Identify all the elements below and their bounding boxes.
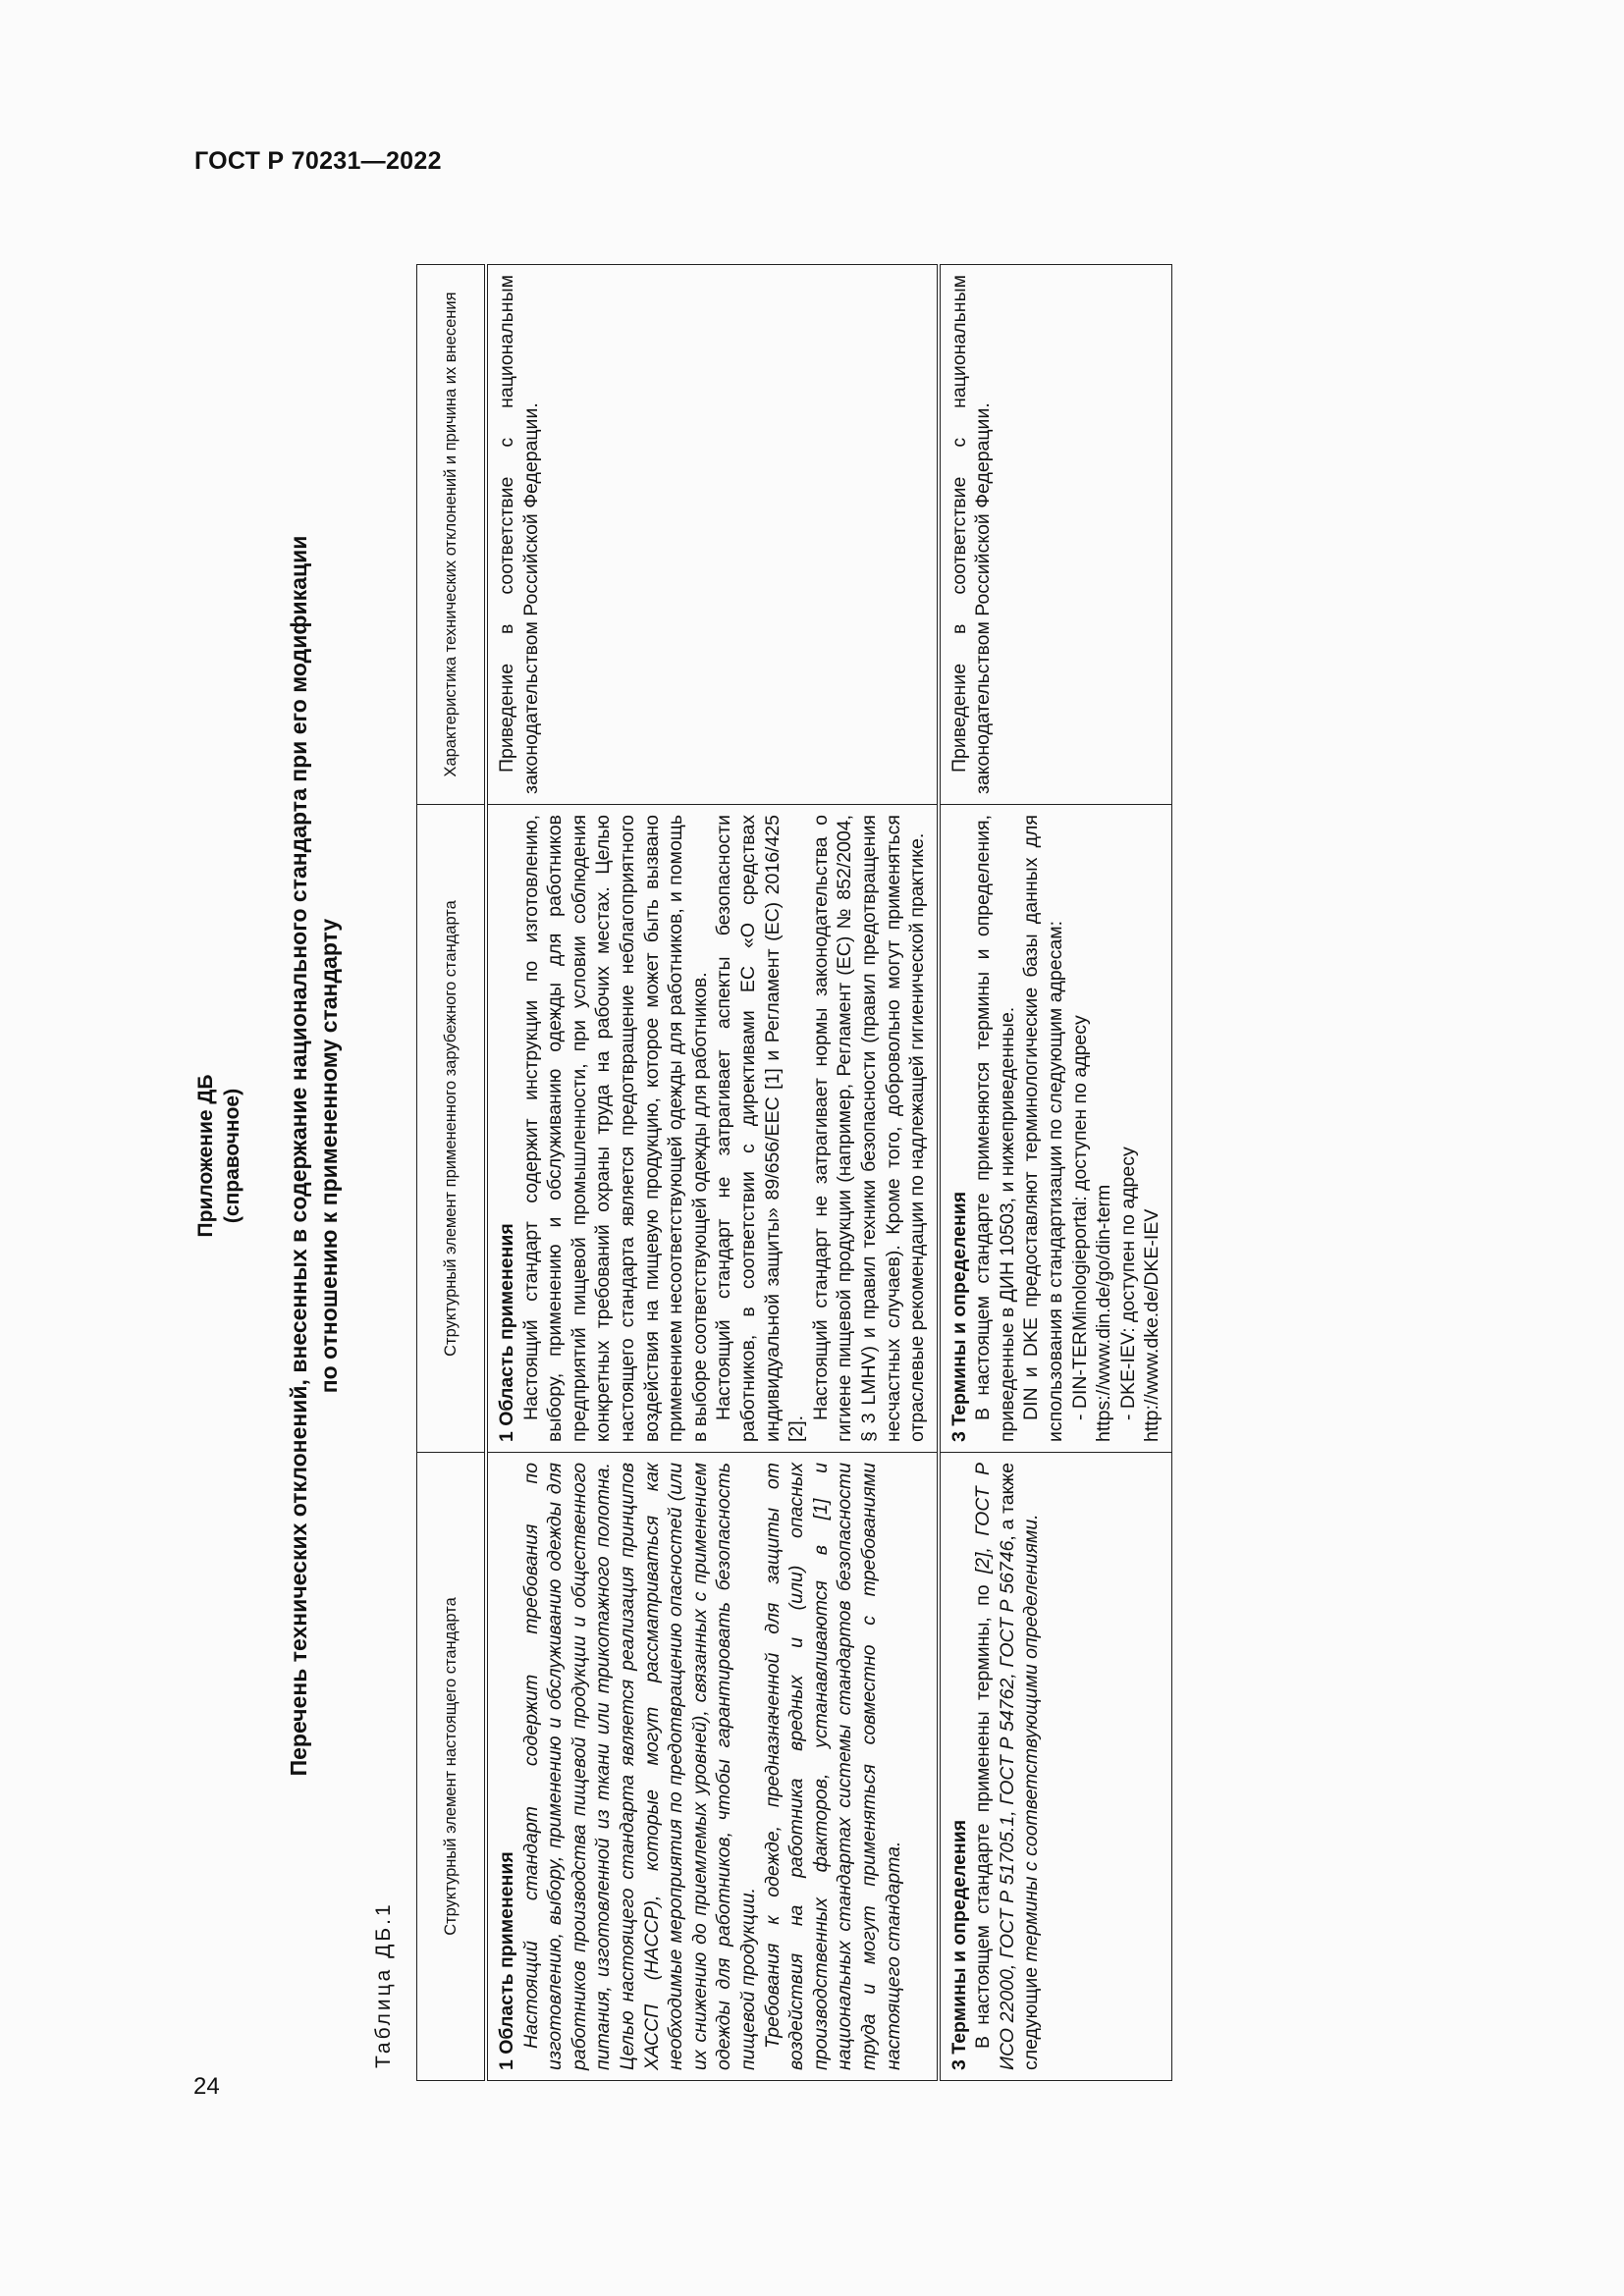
deviations-table bbox=[416, 264, 1172, 2081]
main-title-line2: по отношению к примененному стандарту bbox=[316, 918, 342, 1394]
text-run-italic: [2], ГОСТ Р ИСО 22000, ГОСТ Р 51705.1, ГОСТ Р 54762, ГОСТ Р 56746 bbox=[972, 1463, 1018, 2070]
paragraph: Настоящий стандарт содержит требования по изготовлению, выбору, применению и обслуживанию одежды для работников производства пищевой продукции и общественного питания, изготовленной из ткани или трикотажного полотна. Целью настоящего стандарта является реализация принципов ХАССП (HACCP), которые могут рассматриваться как необходимые мероприятия по предотвращению опасностей (или их снижению до приемлемых уровней), связанных с применением одежды для работников, чтобы гарантировать безопасность пищевой продукции. bbox=[519, 1463, 759, 2070]
header-col3: Характеристика технических отклонений и причина их внесения bbox=[417, 265, 487, 805]
paragraph: Настоящий стандарт не затрагивает нормы законодательства о гигиене пищевой продукции (например, Регламент (ЕС) № 852/2004, § 3 LMHV) и правил техники безопасности (правил предотвращения несчастных случаев). Кроме того, добровольно могут применяться отраслевые рекомендации по надлежащей гигиенической практике. bbox=[809, 815, 929, 1442]
appendix-subtitle: (справочное) bbox=[221, 1088, 244, 1224]
link-line: - DKE-IEV: доступен по адресу bbox=[1116, 1147, 1139, 1420]
row2-col3 bbox=[939, 265, 1172, 805]
appendix-heading bbox=[192, 226, 245, 2086]
table-row bbox=[486, 265, 939, 2081]
main-title bbox=[284, 226, 345, 2086]
paragraph: Требования к одежде, предназначенной для защиты от воздействия на работника вредных и (или) опасных производственных факторов, устанавливаются в [1] и национальных стандартах системы стандартов безопасности труда и могут применяться совместно с требованиями настоящего стандарта. bbox=[761, 1463, 904, 2070]
link-url: https://www.din.de/go/din-term bbox=[1093, 1184, 1115, 1442]
row2-col2 bbox=[939, 805, 1172, 1453]
section-heading: 1 Область применения bbox=[496, 1223, 517, 1442]
paragraph: Приведение в соответствие с национальным законодательством Российской Федерации. bbox=[496, 275, 542, 794]
main-title-line1: Перечень технических отклонений, внесенных в содержание национального стандарта при его модификации bbox=[286, 535, 311, 1777]
page-number: 24 bbox=[193, 2073, 220, 2100]
table-label: Таблица ДБ.1 bbox=[372, 1901, 395, 2068]
paragraph: DIN и DKE предоставляют терминологические базы данных для использования в стандартизации по следующим адресам: bbox=[1020, 815, 1067, 1442]
row2-col1 bbox=[939, 1453, 1172, 2081]
paragraph: Настоящий стандарт не затрагивает аспекты безопасности работников, в соответствии с директивами ЕС «О средствах индивидуальной защиты» 89/656/EEC [1] и Регламент (ЕС) 2016/425 [2]. bbox=[713, 815, 808, 1442]
link-url: http://www.dke.de/DKE-IEV bbox=[1141, 1208, 1164, 1442]
row1-col2 bbox=[486, 805, 939, 1453]
text-run: , а также следующие bbox=[996, 1463, 1043, 2070]
link-line: - DIN-TERMinologieportal: доступен по адресу bbox=[1068, 1015, 1091, 1420]
paragraph: В настоящем стандарте применяются термины и определения, приведенные в ДИН 10503, и нижеприведенные. bbox=[972, 815, 1018, 1442]
paragraph: Приведение в соответствие с национальным законодательством Российской Федерации. bbox=[947, 275, 995, 794]
table-row bbox=[939, 265, 1172, 2081]
paragraph: Настоящий стандарт содержит инструкции по изготовлению, выбору, применению и обслуживанию одежды для работников предприятий пищевой промышленности, при условии соблюдения конкретных требований охраны труда на рабочих местах. Целью настоящего стандарта является предотвращение неблагоприятного воздействия на пищевую продукцию, которое может быть вызвано применением несоответствующей одежды для работников, и помощь в выборе соответствующей одежды для работников. bbox=[519, 815, 711, 1442]
table-header-row bbox=[417, 265, 487, 2081]
document-code: ГОСТ Р 70231—2022 bbox=[194, 147, 442, 175]
header-col1: Структурный элемент настоящего стандарта bbox=[417, 1453, 487, 2081]
header-col2: Структурный элемент примененного зарубежного стандарта bbox=[417, 805, 487, 1453]
appendix-title: Приложение ДБ bbox=[194, 1074, 217, 1238]
row1-col1 bbox=[486, 1453, 939, 2081]
text-run-italic: термины с соответствующими определениями. bbox=[1020, 1514, 1043, 1962]
row1-col3 bbox=[486, 265, 939, 805]
text-run: В настоящем стандарте применены термины, по bbox=[972, 1574, 995, 2049]
section-heading: 3 Термины и определения bbox=[947, 1819, 970, 2070]
rotated-content bbox=[189, 226, 1510, 2086]
section-heading: 1 Область применения bbox=[496, 1851, 517, 2070]
section-heading: 3 Термины и определения bbox=[947, 1191, 970, 1442]
paragraph bbox=[971, 1463, 1044, 2070]
